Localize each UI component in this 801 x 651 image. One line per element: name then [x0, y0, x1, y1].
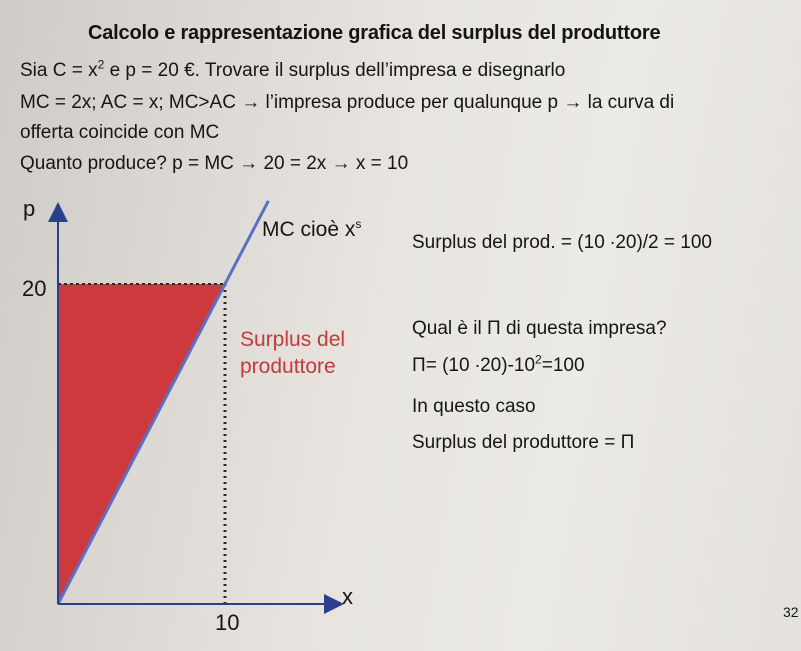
- mc-curve-label: [262, 218, 361, 242]
- case-text: In questo caso: [412, 396, 536, 417]
- mc-curve-label-text: MC cioè x: [262, 218, 356, 241]
- price-tick-label: 20: [22, 276, 47, 301]
- conclusion-text: Surplus del produttore = Π: [412, 432, 635, 453]
- surplus-area-label-line-1: Surplus del: [240, 328, 346, 351]
- profit-formula-sup: 2: [535, 352, 542, 367]
- page-title: Calcolo e rappresentazione grafica del surplus del produttore: [88, 22, 661, 44]
- y-axis-label: p: [23, 196, 36, 221]
- surplus-area-label-line-2: produttore: [240, 355, 336, 378]
- mc-curve-label-sup: s: [355, 217, 362, 231]
- x-axis-label: x: [342, 584, 353, 609]
- intro-line-4: Quanto produce? p = MC → 20 = 2x → x = 10: [20, 153, 409, 174]
- intro-line-2: MC = 2x; AC = x; MC>AC → l’impresa produce per qualunque p → la curva di: [20, 92, 675, 113]
- surplus-formula: Surplus del prod. = (10 ∙20)/2 = 100: [412, 232, 712, 253]
- page-number: 32: [783, 604, 799, 620]
- intro-line-1-b: e p = 20 €. Trovare il surplus dell’impresa e disegnarlo: [104, 60, 566, 81]
- intro-line-3: offerta coincide con MC: [20, 122, 220, 143]
- intro-line-1-sup: 2: [97, 57, 105, 72]
- profit-formula-b: =100: [541, 355, 585, 376]
- profit-formula-a: Π= (10 ∙20)-10: [412, 355, 536, 376]
- profit-question: Qual è il Π di questa impresa?: [412, 318, 667, 339]
- quantity-tick-label: 10: [215, 610, 240, 635]
- intro-line-1-a: Sia C = x: [20, 60, 98, 81]
- profit-formula: [412, 352, 585, 377]
